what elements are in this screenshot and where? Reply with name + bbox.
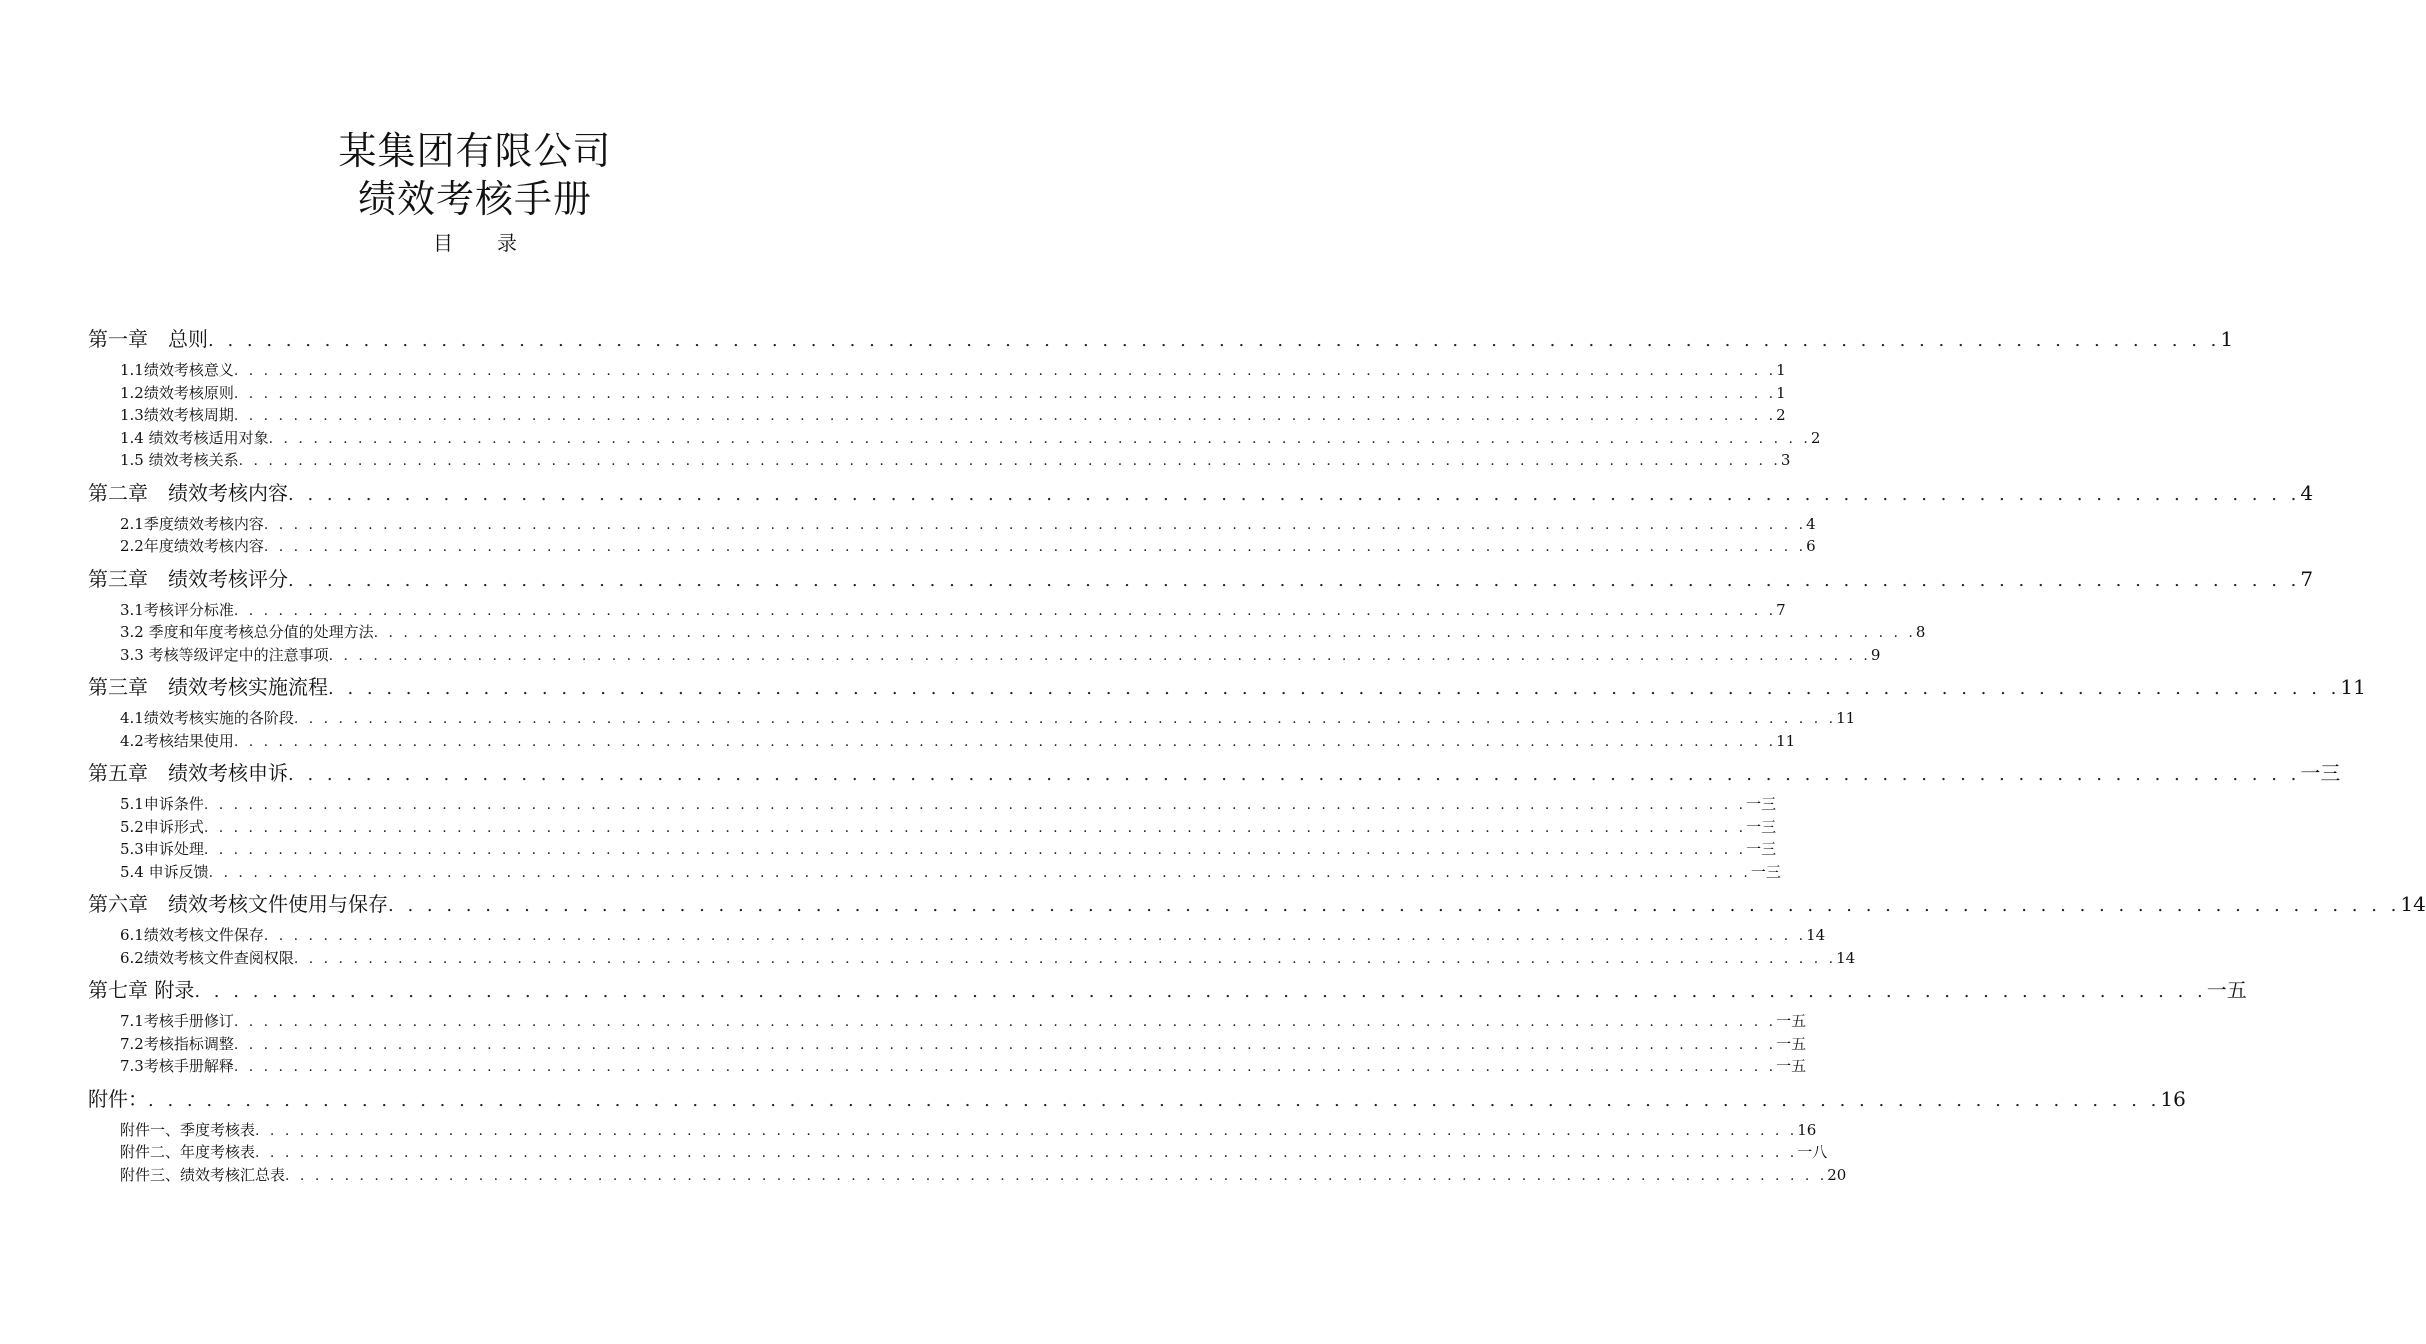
toc-chapter-entry-page-number: 7 [2300,566,2314,591]
toc-section-entry-page-number: 一三 [1750,862,1781,881]
toc-section-entry-label: 1.5 绩效考核关系 [120,451,239,469]
dot-leader: . . . . . . . . . . . . . . . . . . . . . . . . . . . . . . . . . . . . . . . . . . . . . . . . . . . . . . . . . . . . . . . . . . . . . . . . . . . . . . . . . . . . . . . . . . . . . . . . . . . . . . . . [288,569,2301,591]
dot-leader: . . . . . . . . . . . . . . . . . . . . . . . . . . . . . . . . . . . . . . . . . . . . . . . . . . . . . . . . . . . . . . . . . . . . . . . . . . . . . . . . . . . . . . . . . . . . . . . . . . . . . . . . [285,1167,1828,1184]
toc-chapter-entry-page-number: 1 [2220,327,2234,351]
toc-section-entry[interactable] [88,861,1781,884]
toc-section-entry-page-number: 4 [1806,514,1816,533]
toc-chapter-entry-label: 第三章 绩效考核评分 [88,566,288,591]
toc-section-entry-page-number: 11 [1776,731,1796,750]
dot-leader: . . . . . . . . . . . . . . . . . . . . . . . . . . . . . . . . . . . . . . . . . . . . . . . . . . . . . . . . . . . . . . . . . . . . . . . . . . . . . . . . . . . . . . . . . . . . . . . . . . . . . . . . [328,678,2341,699]
toc-section-entry[interactable] [88,513,1816,536]
toc-section-entry[interactable] [88,427,1821,450]
toc-section-entry[interactable] [88,621,1926,644]
toc-section-entry-label: 1.2绩效考核原则 [120,383,234,402]
toc-section-entry[interactable] [88,535,1816,558]
dot-leader: . . . . . . . . . . . . . . . . . . . . . . . . . . . . . . . . . . . . . . . . . . . . . . . . . . . . . . . . . . . . . . . . . . . . . . . . . . . . . . . . . . . . . . . . . . . . . . . . . . . . . . . . [233,1036,1777,1053]
toc-section-entry-page-number: 一五 [1776,1057,1807,1075]
toc-section-entry-page-number: 1 [1776,361,1786,379]
toc-chapter-entry[interactable] [88,672,2366,707]
toc-section-entry-label: 5.2申诉形式 [120,817,204,836]
dot-leader: . . . . . . . . . . . . . . . . . . . . . . . . . . . . . . . . . . . . . . . . . . . . . . . . . . . . . . . . . . . . . . . . . . . . . . . . . . . . . . . . . . . . . . . . . . . . . . . . . . . . . . . . [263,539,1807,555]
toc-section-entry-label: 3.2 季度和年度考核总分值的处理方法 [120,623,374,641]
dot-leader: . . . . . . . . . . . . . . . . . . . . . . . . . . . . . . . . . . . . . . . . . . . . . . . . . . . . . . . . . . . . . . . . . . . . . . . . . . . . . . . . . . . . . . . . . . . . . . . . . . . . . . . . [238,453,1781,469]
dot-leader: . . . . . . . . . . . . . . . . . . . . . . . . . . . . . . . . . . . . . . . . . . . . . . . . . . . . . . . . . . . . . . . . . . . . . . . . . . . . . . . . . . . . . . . . . . . . . . . . . . . . . . . . [208,864,1751,881]
toc-section-entry-label: 7.1考核手册修订 [120,1012,234,1030]
toc-section-entry-page-number: 14 [1836,948,1856,967]
toc-section-entry-label: 5.3申诉处理 [120,840,204,858]
toc-section-entry-label: 4.2考核结果使用 [120,731,234,750]
table-of-contents [88,318,2426,1186]
toc-chapter-entry-label: 第三章 绩效考核实施流程 [88,675,328,699]
toc-section-entry-page-number: 20 [1827,1165,1847,1184]
toc-section-entry-page-number: 一八 [1797,1143,1828,1161]
toc-section-entry[interactable] [88,793,1777,816]
dot-leader: . . . . . . . . . . . . . . . . . . . . . . . . . . . . . . . . . . . . . . . . . . . . . . . . . . . . . . . . . . . . . . . . . . . . . . . . . . . . . . . . . . . . . . . . . . . . . . . . . . . . . . . . [203,797,1747,813]
toc-section-entry-label: 1.3绩效考核周期 [120,406,234,424]
toc-section-entry[interactable] [88,1055,1807,1078]
toc-section-entry-label: 5.4 申诉反馈 [120,862,209,881]
toc-section-entry-page-number: 8 [1915,623,1926,641]
dot-leader: . . . . . . . . . . . . . . . . . . . . . . . . . . . . . . . . . . . . . . . . . . . . . . . . . . . . . . . . . . . . . . . . . . . . . . . . . . . . . . . . . . . . . . . . . . . . . . . . . . . . . . . . [148,1089,2161,1111]
dot-leader: . . . . . . . . . . . . . . . . . . . . . . . . . . . . . . . . . . . . . . . . . . . . . . . . . . . . . . . . . . . . . . . . . . . . . . . . . . . . . . . . . . . . . . . . . . . . . . . . . . . . . . . . [233,363,1777,379]
toc-chapter-entry-label: 第五章 绩效考核申诉 [88,761,288,785]
toc-section-entry-label: 2.2年度绩效考核内容 [120,537,264,555]
toc-section-entry[interactable] [88,707,1856,730]
toc-chapter-entry-page-number: 一三 [2300,761,2341,785]
toc-section-entry-page-number: 1 [1776,383,1786,402]
toc-section-entry[interactable] [88,838,1777,861]
toc-section-entry-page-number: 3 [1780,451,1791,469]
toc-chapter-entry-page-number: 16 [2160,1086,2186,1111]
dot-leader: . . . . . . . . . . . . . . . . . . . . . . . . . . . . . . . . . . . . . . . . . . . . . . . . . . . . . . . . . . . . . . . . . . . . . . . . . . . . . . . . . . . . . . . . . . . . . . . . . . . . . . . . [293,711,1837,727]
toc-section-entry-page-number: 一三 [1746,840,1777,858]
toc-chapter-entry[interactable] [88,564,2314,599]
toc-section-entry-label: 附件三、绩效考核汇总表 [120,1165,286,1184]
toc-section-entry[interactable] [88,1033,1807,1056]
toc-chapter-entry-page-number: 11 [2340,675,2366,699]
toc-chapter-entry-label: 第六章 绩效考核文件使用与保存 [88,892,388,916]
toc-section-entry[interactable] [88,1141,1828,1164]
toc-heading-char: 录 [497,231,517,255]
dot-leader: . . . . . . . . . . . . . . . . . . . . . . . . . . . . . . . . . . . . . . . . . . . . . . . . . . . . . . . . . . . . . . . . . . . . . . . . . . . . . . . . . . . . . . . . . . . . . . . . . . . . . . . . [203,842,1747,858]
toc-section-entry-label: 6.2绩效考核文件查阅权限 [120,948,294,967]
toc-chapter-entry[interactable] [88,1084,2186,1119]
toc-section-entry-label: 1.1绩效考核意义 [120,361,234,379]
dot-leader: . . . . . . . . . . . . . . . . . . . . . . . . . . . . . . . . . . . . . . . . . . . . . . . . . . . . . . . . . . . . . . . . . . . . . . . . . . . . . . . . . . . . . . . . . . . . . . . . . . . . . . . . [293,950,1837,967]
toc-section-entry[interactable] [88,947,1856,970]
toc-section-entry-page-number: 2 [1810,428,1821,447]
toc-chapter-entry-page-number: 14 [2400,892,2426,916]
toc-section-entry-page-number: 6 [1806,537,1816,555]
toc-section-entry-label: 5.1申诉条件 [120,795,204,813]
dot-leader: . . . . . . . . . . . . . . . . . . . . . . . . . . . . . . . . . . . . . . . . . . . . . . . . . . . . . . . . . . . . . . . . . . . . . . . . . . . . . . . . . . . . . . . . . . . . . . . . . . . . . . . . [268,430,1811,447]
toc-section-entry[interactable] [88,599,1786,622]
toc-section-entry-label: 3.1考核评分标准 [120,600,234,619]
dot-leader: . . . . . . . . . . . . . . . . . . . . . . . . . . . . . . . . . . . . . . . . . . . . . . . . . . . . . . . . . . . . . . . . . . . . . . . . . . . . . . . . . . . . . . . . . . . . . . . . . . . . . . . . [255,1145,1798,1161]
toc-section-entry-label: 2.1季度绩效考核内容 [120,514,264,533]
toc-section-entry[interactable] [88,924,1826,947]
dot-leader: . . . . . . . . . . . . . . . . . . . . . . . . . . . . . . . . . . . . . . . . . . . . . . . . . . . . . . . . . . . . . . . . . . . . . . . . . . . . . . . . . . . . . . . . . . . . . . . . . . . . . . . . [203,819,1747,836]
dot-leader: . . . . . . . . . . . . . . . . . . . . . . . . . . . . . . . . . . . . . . . . . . . . . . . . . . . . . . . . . . . . . . . . . . . . . . . . . . . . . . . . . . . . . . . . . . . . . . . . . . . . . . . . [208,330,2221,351]
dot-leader: . . . . . . . . . . . . . . . . . . . . . . . . . . . . . . . . . . . . . . . . . . . . . . . . . . . . . . . . . . . . . . . . . . . . . . . . . . . . . . . . . . . . . . . . . . . . . . . . . . . . . . . . [288,764,2301,785]
dot-leader: . . . . . . . . . . . . . . . . . . . . . . . . . . . . . . . . . . . . . . . . . . . . . . . . . . . . . . . . . . . . . . . . . . . . . . . . . . . . . . . . . . . . . . . . . . . . . . . . . . . . . . . . [233,1059,1777,1075]
toc-chapter-entry[interactable] [88,975,2247,1010]
toc-chapter-entry[interactable] [88,478,2314,513]
toc-heading [0,230,950,256]
toc-section-entry[interactable] [88,1119,1817,1142]
toc-section-entry-page-number: 一三 [1746,817,1777,836]
toc-section-entry[interactable] [88,1164,1847,1187]
toc-section-entry-page-number: 一五 [1776,1012,1807,1030]
toc-chapter-entry[interactable] [88,889,2426,924]
toc-section-entry-label: 3.3 考核等级评定中的注意事项 [120,645,329,664]
toc-chapter-entry-page-number: 一五 [2206,978,2247,1002]
toc-chapter-entry-page-number: 4 [2300,480,2314,505]
toc-section-entry-label: 6.1绩效考核文件保存 [120,926,264,944]
dot-leader: . . . . . . . . . . . . . . . . . . . . . . . . . . . . . . . . . . . . . . . . . . . . . . . . . . . . . . . . . . . . . . . . . . . . . . . . . . . . . . . . . . . . . . . . . . . . . . . . . . . . . . . . [288,483,2301,505]
dot-leader: . . . . . . . . . . . . . . . . . . . . . . . . . . . . . . . . . . . . . . . . . . . . . . . . . . . . . . . . . . . . . . . . . . . . . . . . . . . . . . . . . . . . . . . . . . . . . . . . . . . . . . . . [233,602,1777,619]
dot-leader: . . . . . . . . . . . . . . . . . . . . . . . . . . . . . . . . . . . . . . . . . . . . . . . . . . . . . . . . . . . . . . . . . . . . . . . . . . . . . . . . . . . . . . . . . . . . . . . . . . . . . . . . [263,516,1807,533]
dot-leader: . . . . . . . . . . . . . . . . . . . . . . . . . . . . . . . . . . . . . . . . . . . . . . . . . . . . . . . . . . . . . . . . . . . . . . . . . . . . . . . . . . . . . . . . . . . . . . . . . . . . . . . . [233,1014,1777,1030]
dot-leader: . . . . . . . . . . . . . . . . . . . . . . . . . . . . . . . . . . . . . . . . . . . . . . . . . . . . . . . . . . . . . . . . . . . . . . . . . . . . . . . . . . . . . . . . . . . . . . . . . . . . . . . . [233,385,1777,402]
toc-chapter-entry[interactable] [88,324,2234,359]
toc-section-entry[interactable] [88,1010,1807,1033]
toc-section-entry[interactable] [88,359,1786,382]
toc-section-entry-label: 1.4 绩效考核适用对象 [120,428,269,447]
dot-leader: . . . . . . . . . . . . . . . . . . . . . . . . . . . . . . . . . . . . . . . . . . . . . . . . . . . . . . . . . . . . . . . . . . . . . . . . . . . . . . . . . . . . . . . . . . . . . . . . . . . . . . . . [263,928,1807,944]
toc-section-entry[interactable] [88,449,1791,472]
toc-section-entry-label: 4.1绩效考核实施的各阶段 [120,709,294,727]
toc-section-entry-label: 7.2考核指标调整 [120,1034,234,1053]
toc-chapter-entry-label: 第二章 绩效考核内容 [88,480,288,505]
dot-leader: . . . . . . . . . . . . . . . . . . . . . . . . . . . . . . . . . . . . . . . . . . . . . . . . . . . . . . . . . . . . . . . . . . . . . . . . . . . . . . . . . . . . . . . . . . . . . . . . . . . . . . . . [388,895,2401,916]
toc-chapter-entry[interactable] [88,758,2341,793]
toc-section-entry-page-number: 一三 [1746,795,1777,813]
toc-section-entry[interactable] [88,382,1786,405]
toc-heading-char: 目 [433,231,453,255]
manual-title: 绩效考核手册 [357,177,592,221]
toc-section-entry-page-number: 11 [1836,709,1856,727]
toc-section-entry-label: 附件二、年度考核表 [120,1143,256,1161]
toc-section-entry-page-number: 7 [1776,600,1786,619]
toc-section-entry-page-number: 16 [1797,1120,1817,1139]
dot-leader: . . . . . . . . . . . . . . . . . . . . . . . . . . . . . . . . . . . . . . . . . . . . . . . . . . . . . . . . . . . . . . . . . . . . . . . . . . . . . . . . . . . . . . . . . . . . . . . . . . . . . . . . [233,408,1777,424]
dot-leader: . . . . . . . . . . . . . . . . . . . . . . . . . . . . . . . . . . . . . . . . . . . . . . . . . . . . . . . . . . . . . . . . . . . . . . . . . . . . . . . . . . . . . . . . . . . . . . . . . . . . . . . . [328,647,1871,664]
dot-leader: . . . . . . . . . . . . . . . . . . . . . . . . . . . . . . . . . . . . . . . . . . . . . . . . . . . . . . . . . . . . . . . . . . . . . . . . . . . . . . . . . . . . . . . . . . . . . . . . . . . . . . . . [373,625,1916,641]
toc-section-entry[interactable] [88,730,1796,753]
toc-section-entry-page-number: 2 [1776,406,1786,424]
company-title: 某集团有限公司 [338,129,612,173]
toc-chapter-entry-label: 第一章 总则 [88,327,208,351]
toc-section-entry[interactable] [88,404,1786,427]
toc-chapter-entry-label: 附件： [88,1086,148,1111]
dot-leader: . . . . . . . . . . . . . . . . . . . . . . . . . . . . . . . . . . . . . . . . . . . . . . . . . . . . . . . . . . . . . . . . . . . . . . . . . . . . . . . . . . . . . . . . . . . . . . . . . . . . . . . . [255,1122,1798,1139]
dot-leader: . . . . . . . . . . . . . . . . . . . . . . . . . . . . . . . . . . . . . . . . . . . . . . . . . . . . . . . . . . . . . . . . . . . . . . . . . . . . . . . . . . . . . . . . . . . . . . . . . . . . . . . . [194,981,2207,1002]
toc-section-entry[interactable] [88,816,1777,839]
toc-section-entry-label: 7.3考核手册解释 [120,1057,234,1075]
toc-section-entry[interactable] [88,644,1881,667]
toc-section-entry-label: 附件一、季度考核表 [120,1120,256,1139]
toc-chapter-entry-label: 第七章 附录 [88,978,195,1002]
toc-section-entry-page-number: 14 [1806,926,1826,944]
toc-section-entry-page-number: 一五 [1776,1034,1807,1053]
toc-section-entry-page-number: 9 [1870,645,1881,664]
dot-leader: . . . . . . . . . . . . . . . . . . . . . . . . . . . . . . . . . . . . . . . . . . . . . . . . . . . . . . . . . . . . . . . . . . . . . . . . . . . . . . . . . . . . . . . . . . . . . . . . . . . . . . . . [233,733,1777,750]
